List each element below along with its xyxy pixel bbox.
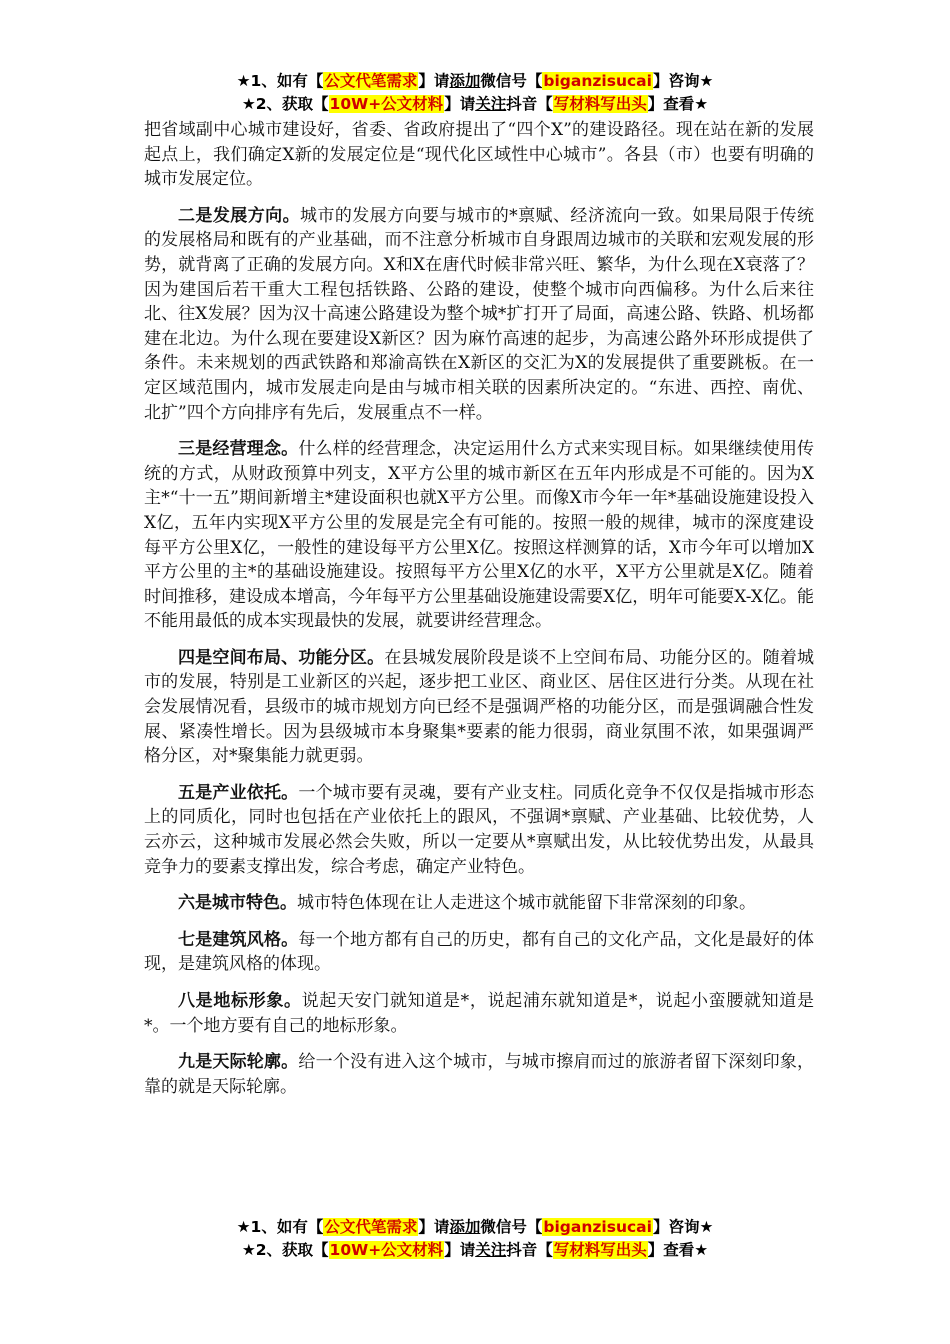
promo-text: 抖音【 <box>506 1241 553 1259</box>
paragraph-heading: 七是建筑风格。 <box>178 929 299 950</box>
paragraph-heading: 六是城市特色。 <box>178 893 297 914</box>
paragraph-heading: 五是产业依托。 <box>178 782 299 803</box>
promo-highlight: biganzisucai <box>543 72 652 90</box>
promo-highlight: 写材料写出头 <box>553 95 647 113</box>
paragraph-text: 在县城发展阶段是谈不上空间布局、功能分区的。随着城市的发展，特别是工业新区的兴起，逐步把工业区、商业区、居住区进行分类。从现在社会发展情况看，县级市的城市规划方向已经不是强调严格的功能分区，而是强调融合性发展、紧凑性增长。因为县级城市本身聚集*要素的能力很弱，商业氛围不浓，如果强调严格分区，对*聚集能力就更弱。 <box>144 647 815 767</box>
paragraph-architecture <box>144 928 814 977</box>
document-body <box>144 118 814 1111</box>
promo-text: 】咨询★ <box>652 72 714 90</box>
promo-underlined: 关注 <box>475 1241 507 1259</box>
promo-text: 】查看★ <box>647 95 709 113</box>
paragraph-text: 把省域副中心城市建设好，省委、省政府提出了“四个X”的建设路径。现在站在新的发展起点上，我们确定X新的发展定位是“现代化区域性中心城市”。各县（市）也要有明确的城市发展定位。 <box>144 120 814 190</box>
promo-underlined: 关注 <box>475 95 507 113</box>
paragraph-direction <box>144 204 814 425</box>
promo-text: 】查看★ <box>647 1241 709 1259</box>
paragraph-heading: 九是天际轮廓。 <box>178 1052 299 1073</box>
paragraph-text: 城市特色体现在让人走进这个城市就能留下非常深刻的印象。 <box>297 893 756 914</box>
paragraph-text: 说起天安门就知道是*，说起浦东就知道是*，说起小蛮腰就知道是*。一个地方要有自己的地标形象。 <box>144 991 815 1036</box>
paragraph-heading: 二是发展方向。 <box>178 205 301 226</box>
promo-text: 微信号【 <box>480 72 543 90</box>
promo-line-1 <box>0 1216 950 1239</box>
promo-text: ★1、如有【 <box>236 1218 324 1236</box>
promo-text: 】咨询★ <box>652 1218 714 1236</box>
promo-text: 微信号【 <box>480 1218 543 1236</box>
promo-text: ★2、获取【 <box>241 1241 329 1259</box>
paragraph-heading: 八是地标形象。 <box>178 991 302 1011</box>
promo-text: ★2、获取【 <box>241 95 329 113</box>
promo-underlined: 添加 <box>449 72 481 90</box>
promo-line-2 <box>0 93 950 116</box>
promo-highlight: biganzisucai <box>543 1218 652 1236</box>
paragraph-features <box>144 891 814 916</box>
promo-highlight: 公文代笔需求 <box>324 1218 418 1236</box>
paragraph-heading: 四是空间布局、功能分区。 <box>178 647 385 668</box>
promo-line-2 <box>0 1239 950 1262</box>
paragraph-landmark <box>144 989 814 1038</box>
promo-highlight: 公文代笔需求 <box>324 72 418 90</box>
paragraph-text: 一个城市要有灵魂，要有产业支柱。同质化竞争不仅仅是指城市形态上的同质化，同时也包括在产业依托上的跟风，不强调*禀赋、产业基础、比较优势，人云亦云，这种城市发展必然会失败，所以一定要从*禀赋出发，从比较优势出发，从最具竞争力的要素支撑出发，综合考虑，确定产业特色。 <box>144 782 815 877</box>
promo-line-1 <box>0 70 950 93</box>
promo-text: 抖音【 <box>506 95 553 113</box>
promo-header <box>0 70 950 116</box>
paragraph-layout <box>144 646 814 769</box>
paragraph-skyline <box>144 1050 814 1099</box>
promo-highlight: 写材料写出头 <box>553 1241 647 1259</box>
promo-underlined: 添加 <box>449 1218 481 1236</box>
paragraph-industry <box>144 781 814 879</box>
paragraph-intro <box>144 118 814 192</box>
promo-footer <box>0 1216 950 1262</box>
promo-text: ★1、如有【 <box>236 72 324 90</box>
paragraph-heading: 三是经营理念。 <box>178 439 299 460</box>
promo-text: 】请 <box>418 1218 450 1236</box>
promo-text: 】请 <box>444 95 476 113</box>
promo-highlight: 10W+公文材料 <box>329 1241 444 1259</box>
promo-text: 】请 <box>418 72 450 90</box>
paragraph-text: 城市的发展方向要与城市的*禀赋、经济流向一致。如果局限于传统的发展格局和既有的产业基础，而不注意分析城市自身跟周边城市的关联和宏观发展的形势，就背离了正确的发展方向。X和X在唐代时候非常兴旺、繁华，为什么现在X衰落了？因为建国后若干重大工程包括铁路、公路的建设，使整个城市向西偏移。为什么后来往北、往X发展？因为汉十高速公路建设为整个城*扩打开了局面，高速公路、铁路、机场都建在北边。为什么现在要建设X新区？因为麻竹高速的起步，为高速公路外环形成提供了条件。未来规划的西武铁路和郑渝高铁在X新区的交汇为X的发展提供了重要跳板。在一定区域范围内，城市发展走向是由与城市相关联的因素所决定的。“东进、西控、南优、北扩”四个方向排序有先后，发展重点不一样。 <box>144 205 815 423</box>
paragraph-text: 给一个没有进入这个城市，与城市擦肩而过的旅游者留下深刻印象，靠的就是天际轮廓。 <box>144 1052 815 1097</box>
paragraph-text: 什么样的经营理念，决定运用什么方式来实现目标。如果继续使用传统的方式，从财政预算中列支，X平方公里的城市新区在五年内形成是不可能的。因为X主*“十一五”期间新增主*建设面积也就X平方公里。而像X市今年一年*基础设施建设投入X亿，五年内实现X平方公里的发展是完全有可能的。按照一般的规律，城市的深度建设每平方公里X亿，一般性的建设每平方公里X亿。按照这样测算的话，X市今年可以增加X平方公里的主*的基础设施建设。按照每平方公里X亿的水平，X平方公里就是X亿。随着时间推移，建设成本增高，今年每平方公里基础设施建设需要X亿，明年可能要X-X亿。能不能用最低的成本实现最快的发展，就要讲经营理念。 <box>144 439 815 632</box>
promo-highlight: 10W+公文材料 <box>329 95 444 113</box>
promo-text: 】请 <box>444 1241 476 1259</box>
paragraph-text: 每一个地方都有自己的历史，都有自己的文化产品，文化是最好的体现，是建筑风格的体现。 <box>144 929 815 975</box>
paragraph-concept <box>144 437 814 634</box>
